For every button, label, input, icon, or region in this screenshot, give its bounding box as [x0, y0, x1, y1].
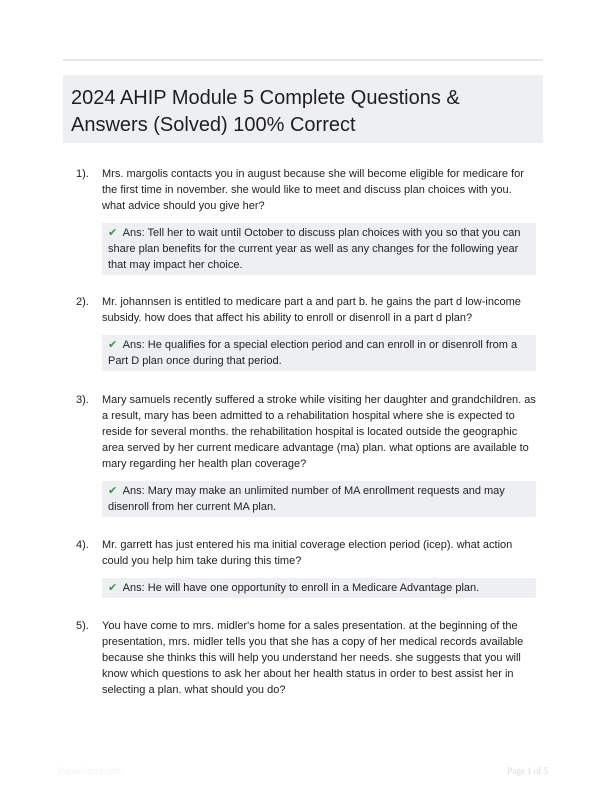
answer-box	[102, 335, 536, 371]
question-text: You have come to mrs. midler's home for a sales presentation. at the beginning of the presentation, mrs. midler tells you that she has a copy of her medical records available because she thinks this will help you understand her needs. she suggests that you will know which questions to ask her about her health status in order to best assist her in selecting a plan. what should you do?	[102, 620, 524, 696]
answer-box	[102, 578, 536, 598]
check-icon: ✔	[108, 485, 118, 497]
question-text: Mr. garrett has just entered his ma initial coverage election period (icep). what action could you help him take during this time?	[102, 539, 513, 567]
answer-box	[102, 223, 536, 275]
answer-text: Tell her to wait until October to discuss plan choices with you so that you can share plan benefits for the current year as well as any changes for the following year that may impact her choice.	[108, 227, 521, 271]
answer-text: Mary may make an unlimited number of MA enrollment requests and may disenroll from her current MA plan.	[108, 485, 505, 513]
footer-page-number: Page 1 of 5	[507, 766, 548, 776]
answer-prefix: Ans:	[122, 227, 145, 239]
question-number: 4).	[76, 539, 89, 551]
question-item	[76, 294, 536, 371]
check-icon: ✔	[108, 339, 118, 351]
answer-prefix: Ans:	[122, 582, 145, 594]
answer-box	[102, 481, 536, 517]
footer-site: PaperStore.com	[58, 766, 124, 776]
question-item	[76, 537, 536, 598]
title-banner	[63, 75, 543, 143]
question-text: Mary samuels recently suffered a stroke while visiting her daughter and grandchildren. as a result, mary has been admitted to a rehabilitation hospital where she is expected to reside for several months. the rehabilitation hospital is located outside the geographic area served by her current medicare advantage (ma) plan. what options are available to mary regarding her health plan coverage?	[102, 394, 536, 470]
top-divider	[63, 59, 543, 61]
answer-text: He qualifies for a special election period and can enroll in or disenroll from a Part D plan once during that period.	[108, 339, 518, 367]
question-text: Mr. johannsen is entitled to medicare part a and part b. he gains the part d low-income subsidy. how does that affect his ability to enroll or disenroll in a part d plan?	[102, 296, 521, 324]
question-number: 2).	[76, 296, 89, 308]
check-icon: ✔	[108, 227, 118, 239]
question-item	[76, 166, 536, 275]
question-number: 5).	[76, 620, 89, 632]
page-title: 2024 AHIP Module 5 Complete Questions & Answers (Solved) 100% Correct	[71, 87, 460, 136]
check-icon: ✔	[108, 582, 118, 594]
answer-prefix: Ans:	[122, 485, 145, 497]
question-item	[76, 392, 536, 517]
answer-text: He will have one opportunity to enroll in a Medicare Advantage plan.	[147, 582, 480, 594]
question-number: 3).	[76, 394, 89, 406]
question-number: 1).	[76, 168, 89, 180]
question-item	[76, 618, 536, 698]
answer-prefix: Ans:	[122, 339, 145, 351]
question-text: Mrs. margolis contacts you in august because she will become eligible for medicare for the first time in november. she would like to meet and discuss plan choices with you. what advice should you give her?	[102, 168, 524, 212]
